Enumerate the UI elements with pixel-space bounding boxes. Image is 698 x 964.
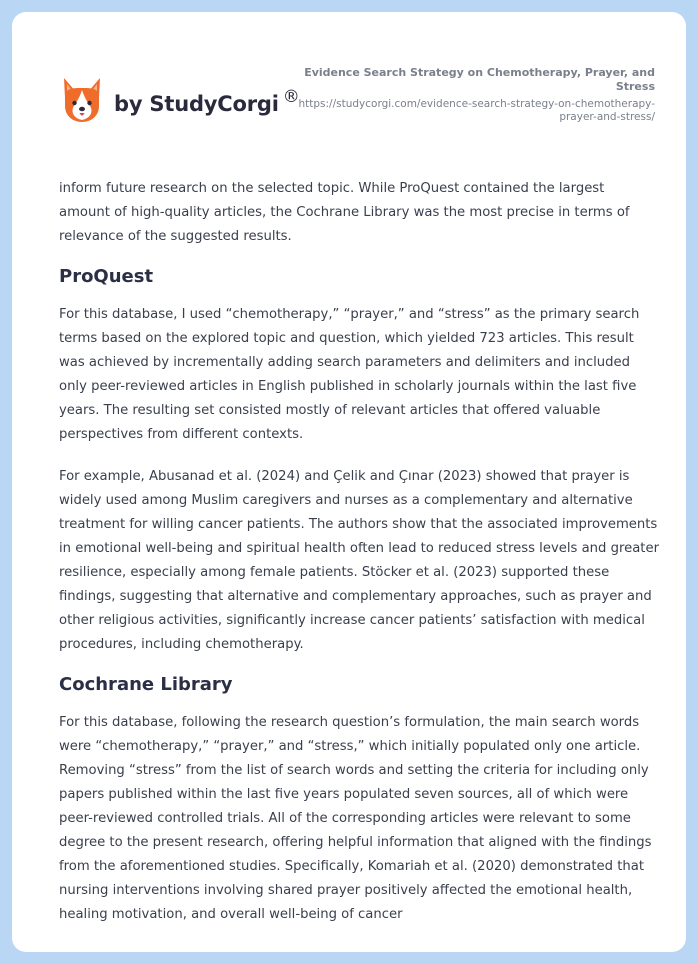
brand-text: by StudyCorgi bbox=[114, 92, 279, 116]
cochrane-paragraph-1: For this database, following the research question’s formulation, the main search words were “chemotherapy,” “prayer,” and “stress,” which initially populated only one article. Removing “stress” from the list of search words and setting the criteria for including only papers published within the last five years populated seven sources, all of which were peer-reviewed controlled trials. All of the corresponding articles were relevant to some degree to the present research, offering helpful information that aligned with the findings from the aforementioned studies. Specifically, Komariah et al. (2020) demonstrated that nursing interventions involving shared prayer positively affected the emotional health, healing motivation, and overall well-being of cancer bbox=[59, 715, 652, 922]
proquest-paragraph-2: For example, Abusanad et al. (2024) and Çelik and Çınar (2023) showed that prayer is widely used among Muslim caregivers and nurses as a complementary and alternative treatment for willing cancer patients. The authors show that the associated improvements in emotional well-being and spiritual health often lead to reduced stress levels and greater resilience, especially among female patients. Stöcker et al. (2023) supported these findings, suggesting that alternative and complementary approaches, such as prayer and other religious activities, significantly increase cancer patients’ satisfaction with medical procedures, including chemotherapy. bbox=[59, 469, 660, 652]
brand-name bbox=[114, 87, 300, 116]
section-heading-cochrane: Cochrane Library bbox=[59, 674, 233, 695]
document-body bbox=[59, 177, 659, 927]
document-url[interactable]: https://studycorgi.com/evidence-search-strategy-on-chemotherapy-prayer-and-stress/ bbox=[298, 98, 655, 123]
document-meta bbox=[295, 66, 655, 124]
studycorgi-logo[interactable] bbox=[60, 76, 300, 124]
section-heading-proquest: ProQuest bbox=[59, 266, 154, 287]
registered-mark: ® bbox=[282, 87, 300, 107]
intro-paragraph: inform future research on the selected topic. While ProQuest contained the largest amount of high-quality articles, the Cochrane Library was the most precise in terms of relevance of the suggested results. bbox=[59, 181, 630, 244]
document-title: Evidence Search Strategy on Chemotherapy, Prayer, and Stress bbox=[304, 66, 655, 93]
document-page bbox=[12, 12, 686, 952]
proquest-paragraph-1: For this database, I used “chemotherapy,” “prayer,” and “stress” as the primary search terms based on the explored topic and question, which yielded 723 articles. This result was achieved by incrementally adding search parameters and delimiters and included only peer-reviewed articles in English published in scholarly journals within the last five years. The resulting set consisted mostly of relevant articles that offered valuable perspectives from different contexts. bbox=[59, 307, 640, 442]
page-header bbox=[12, 12, 686, 152]
corgi-logo-icon bbox=[60, 76, 104, 124]
